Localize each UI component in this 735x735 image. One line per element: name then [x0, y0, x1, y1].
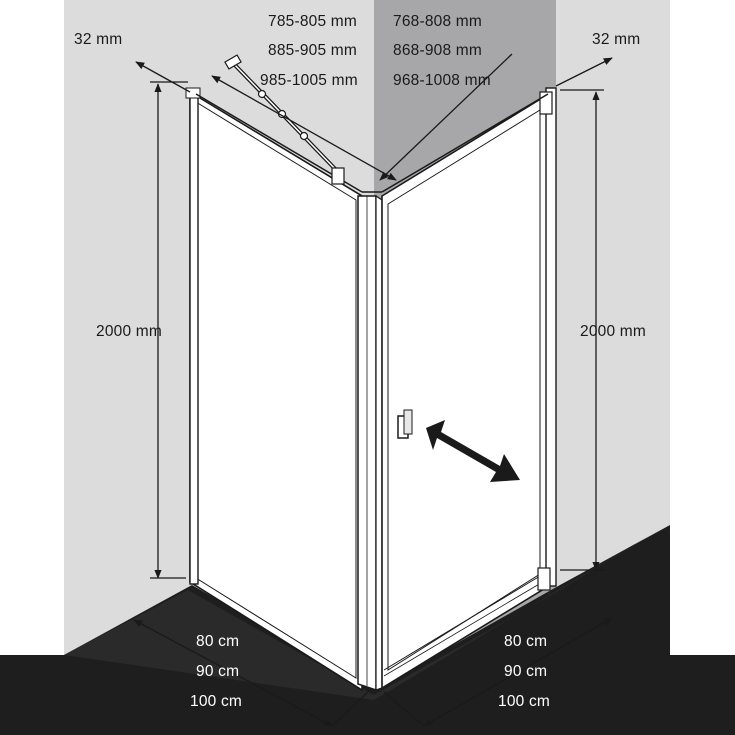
left-wall-profile: [190, 92, 198, 584]
bottom-left-size-2: 90 cm: [196, 663, 240, 680]
height-left-label: 2000 mm: [96, 323, 163, 340]
right-wall-profile: [546, 88, 556, 586]
width-right-option-3: 968-1008 mm: [393, 72, 491, 89]
bottom-left-size-1: 80 cm: [196, 633, 240, 650]
width-right-option-2: 868-908 mm: [393, 42, 483, 59]
bottom-right-size-3: 100 cm: [498, 693, 551, 710]
height-right-label: 2000 mm: [580, 323, 647, 340]
corner-post: [358, 196, 382, 690]
bottom-hinge: [538, 568, 550, 590]
width-right-option-1: 768-808 mm: [393, 13, 483, 30]
profile-left-label: 32 mm: [74, 31, 123, 48]
profile-right-label: 32 mm: [592, 31, 641, 48]
width-left-option-3: 985-1005 mm: [260, 72, 358, 89]
bottom-left-size-3: 100 cm: [190, 693, 243, 710]
width-left-option-1: 785-805 mm: [268, 13, 358, 30]
bottom-right-size-2: 90 cm: [504, 663, 548, 680]
width-left-option-2: 885-905 mm: [268, 42, 358, 59]
bottom-right-size-1: 80 cm: [504, 633, 548, 650]
